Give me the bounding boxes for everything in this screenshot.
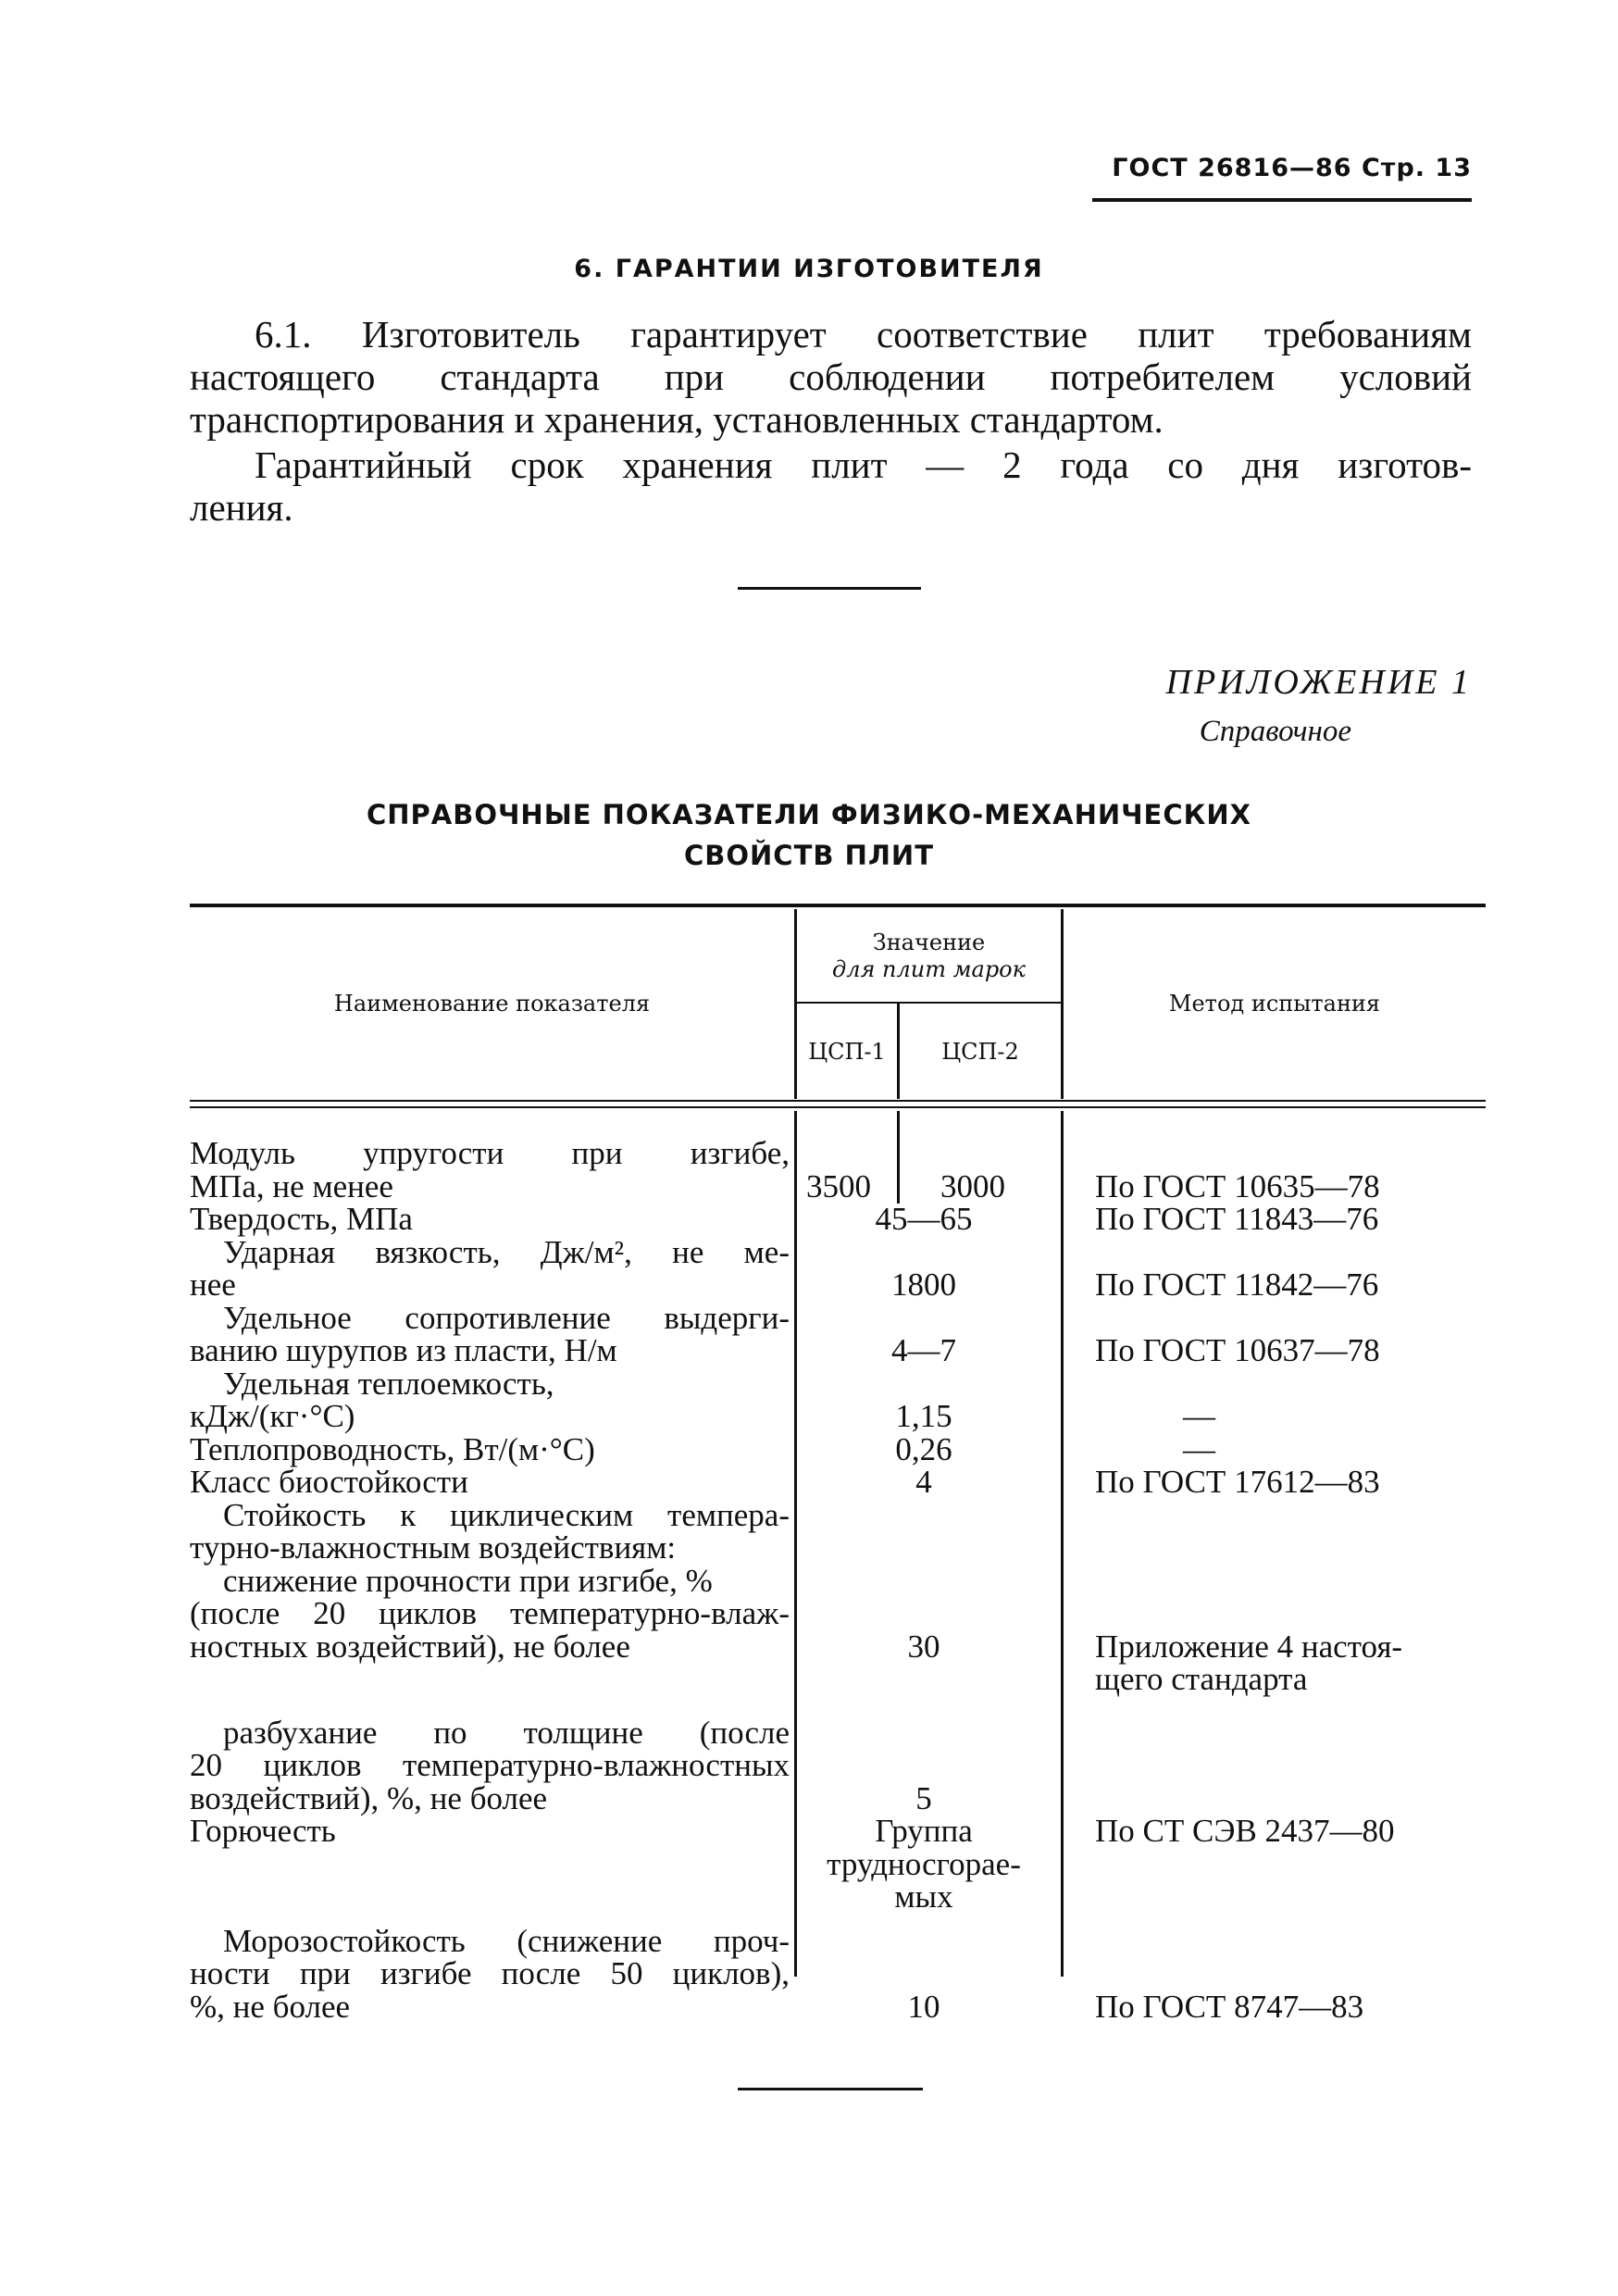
row-name: ностных воздействий), не более xyxy=(190,1628,630,1665)
row-name: разбухание по толщине (после xyxy=(223,1714,790,1751)
row-name: воздействий), %, не более xyxy=(190,1779,548,1816)
row-name: Модуль упругости при изгибе, xyxy=(190,1135,790,1171)
para-line: настоящего стандарта при соблюдении потребителем условий xyxy=(190,356,1472,398)
value-header-rule xyxy=(796,1002,1063,1004)
para-line: Гарантийный срок хранения плит — 2 года со дня изготов- xyxy=(255,443,1472,486)
table-row xyxy=(190,1496,1486,1566)
end-separator xyxy=(738,2088,923,2090)
header-line: Значение xyxy=(872,930,986,955)
appendix-title: ПРИЛОЖЕНИЕ 1 xyxy=(1165,663,1472,702)
row-name: Твердость, МПа xyxy=(190,1201,413,1237)
row-method: По ГОСТ 17612—83 xyxy=(1095,1464,1380,1500)
row-value: 10 xyxy=(907,1988,940,2025)
row-value: 4—7 xyxy=(891,1332,956,1368)
row-name: Горючесть xyxy=(190,1813,336,1849)
row-name: Теплопроводность, Вт/(м·°С) xyxy=(190,1430,595,1467)
paragraph-warranty xyxy=(190,443,1472,529)
table-row-continuation xyxy=(190,1663,1486,1696)
header-line: для плит марок xyxy=(832,956,1026,982)
table-row xyxy=(190,1466,1486,1499)
row-value: 1800 xyxy=(891,1267,956,1303)
row-name: ности при изгибе после 50 циклов), xyxy=(190,1955,790,1991)
row-value: трудносгорае- xyxy=(827,1845,1021,1882)
table-row xyxy=(190,1922,1486,2025)
row-value: 1,15 xyxy=(895,1398,952,1434)
row-value: 0,26 xyxy=(895,1430,952,1467)
row-name: МПа, не менее xyxy=(190,1167,393,1204)
table-row xyxy=(190,1137,1486,1203)
row-value: мых xyxy=(894,1878,953,1915)
row-name: (после 20 циклов температурно-влаж- xyxy=(190,1595,790,1631)
table-title-line: СВОЙСТВ ПЛИТ xyxy=(684,840,934,871)
page-header: ГОСТ 26816—86 Стр. 13 xyxy=(1112,154,1472,182)
row-name: турно-влажностным воздействиям: xyxy=(190,1529,677,1566)
row-name: 20 циклов температурно-влажностных xyxy=(190,1747,790,1783)
table-title xyxy=(0,794,1618,876)
table-row xyxy=(190,1815,1486,1914)
column-header-method: Метод испытания xyxy=(1168,991,1381,1017)
row-method: Приложение 4 настоя- xyxy=(1095,1628,1403,1665)
row-value: 4 xyxy=(915,1464,932,1500)
table-body xyxy=(190,1137,1486,2023)
row-method: По ГОСТ 11842—76 xyxy=(1095,1267,1379,1303)
column-header-brand-1: ЦСП-1 xyxy=(808,1039,886,1065)
row-value: Группа xyxy=(875,1813,973,1849)
row-method: — xyxy=(1183,1430,1215,1467)
table-row xyxy=(190,1367,1486,1433)
column-header-brand-2: ЦСП-2 xyxy=(941,1039,1019,1065)
row-method: По СТ СЭВ 2437—80 xyxy=(1095,1813,1395,1849)
row-value: 5 xyxy=(915,1779,932,1816)
row-method: По ГОСТ 10637—78 xyxy=(1095,1332,1380,1368)
row-value-brand-1: 3500 xyxy=(806,1167,871,1204)
row-name: кДж/(кг·°С) xyxy=(190,1398,355,1434)
row-name: Удельное сопротивление выдерги- xyxy=(223,1299,790,1336)
row-method: щего стандарта xyxy=(1095,1661,1308,1697)
table-row xyxy=(190,1430,1486,1467)
row-method: По ГОСТ 11843—76 xyxy=(1095,1201,1379,1237)
table-row xyxy=(190,1716,1486,1816)
row-name: ванию шурупов из пласти, Н/м xyxy=(190,1332,617,1368)
paragraph-6-1 xyxy=(190,313,1472,441)
para-line: транспортирования и хранения, установленных стандартом. xyxy=(190,398,1164,441)
table-row xyxy=(190,1233,1486,1303)
para-line: ления. xyxy=(190,486,293,529)
row-value-brand-2: 3000 xyxy=(940,1167,1005,1204)
row-method: По ГОСТ 10635—78 xyxy=(1095,1167,1380,1204)
header-bottom-rule-double xyxy=(190,1106,1486,1108)
row-name: Класс биостойкости xyxy=(190,1464,468,1500)
para-line: 6.1. Изготовитель гарантирует соответствие плит требованиям xyxy=(255,313,1472,356)
row-value: 30 xyxy=(907,1628,940,1665)
table-row xyxy=(190,1299,1486,1368)
header-rule xyxy=(1092,198,1472,202)
row-name: Ударная вязкость, Дж/м², не ме- xyxy=(223,1233,790,1270)
table-title-line: СПРАВОЧНЫЕ ПОКАЗАТЕЛИ ФИЗИКО-МЕХАНИЧЕСКИХ xyxy=(366,799,1251,830)
section-separator xyxy=(738,587,921,590)
row-name: Удельная теплоемкость, xyxy=(223,1365,554,1402)
column-header-name: Наименование показателя xyxy=(333,991,651,1017)
table-row xyxy=(190,1562,1486,1665)
row-name: снижение прочности при изгибе, % xyxy=(223,1562,713,1599)
row-name: Морозостойкость (снижение проч- xyxy=(223,1922,790,1959)
row-name: %, не более xyxy=(190,1988,351,2025)
table-row xyxy=(190,1203,1486,1236)
row-value: 45—65 xyxy=(875,1201,973,1237)
row-method: — xyxy=(1183,1398,1215,1434)
header-bottom-rule xyxy=(190,1100,1486,1102)
row-method: По ГОСТ 8747—83 xyxy=(1095,1988,1364,2025)
row-name: Стойкость к циклическим темпера- xyxy=(223,1496,790,1533)
table-top-rule xyxy=(190,904,1486,907)
row-name: нее xyxy=(190,1267,236,1303)
column-header-value xyxy=(797,930,1061,983)
appendix-subtitle: Справочное xyxy=(1199,715,1351,748)
section-title: 6. ГАРАНТИИ ИЗГОТОВИТЕЛЯ xyxy=(574,255,1044,283)
